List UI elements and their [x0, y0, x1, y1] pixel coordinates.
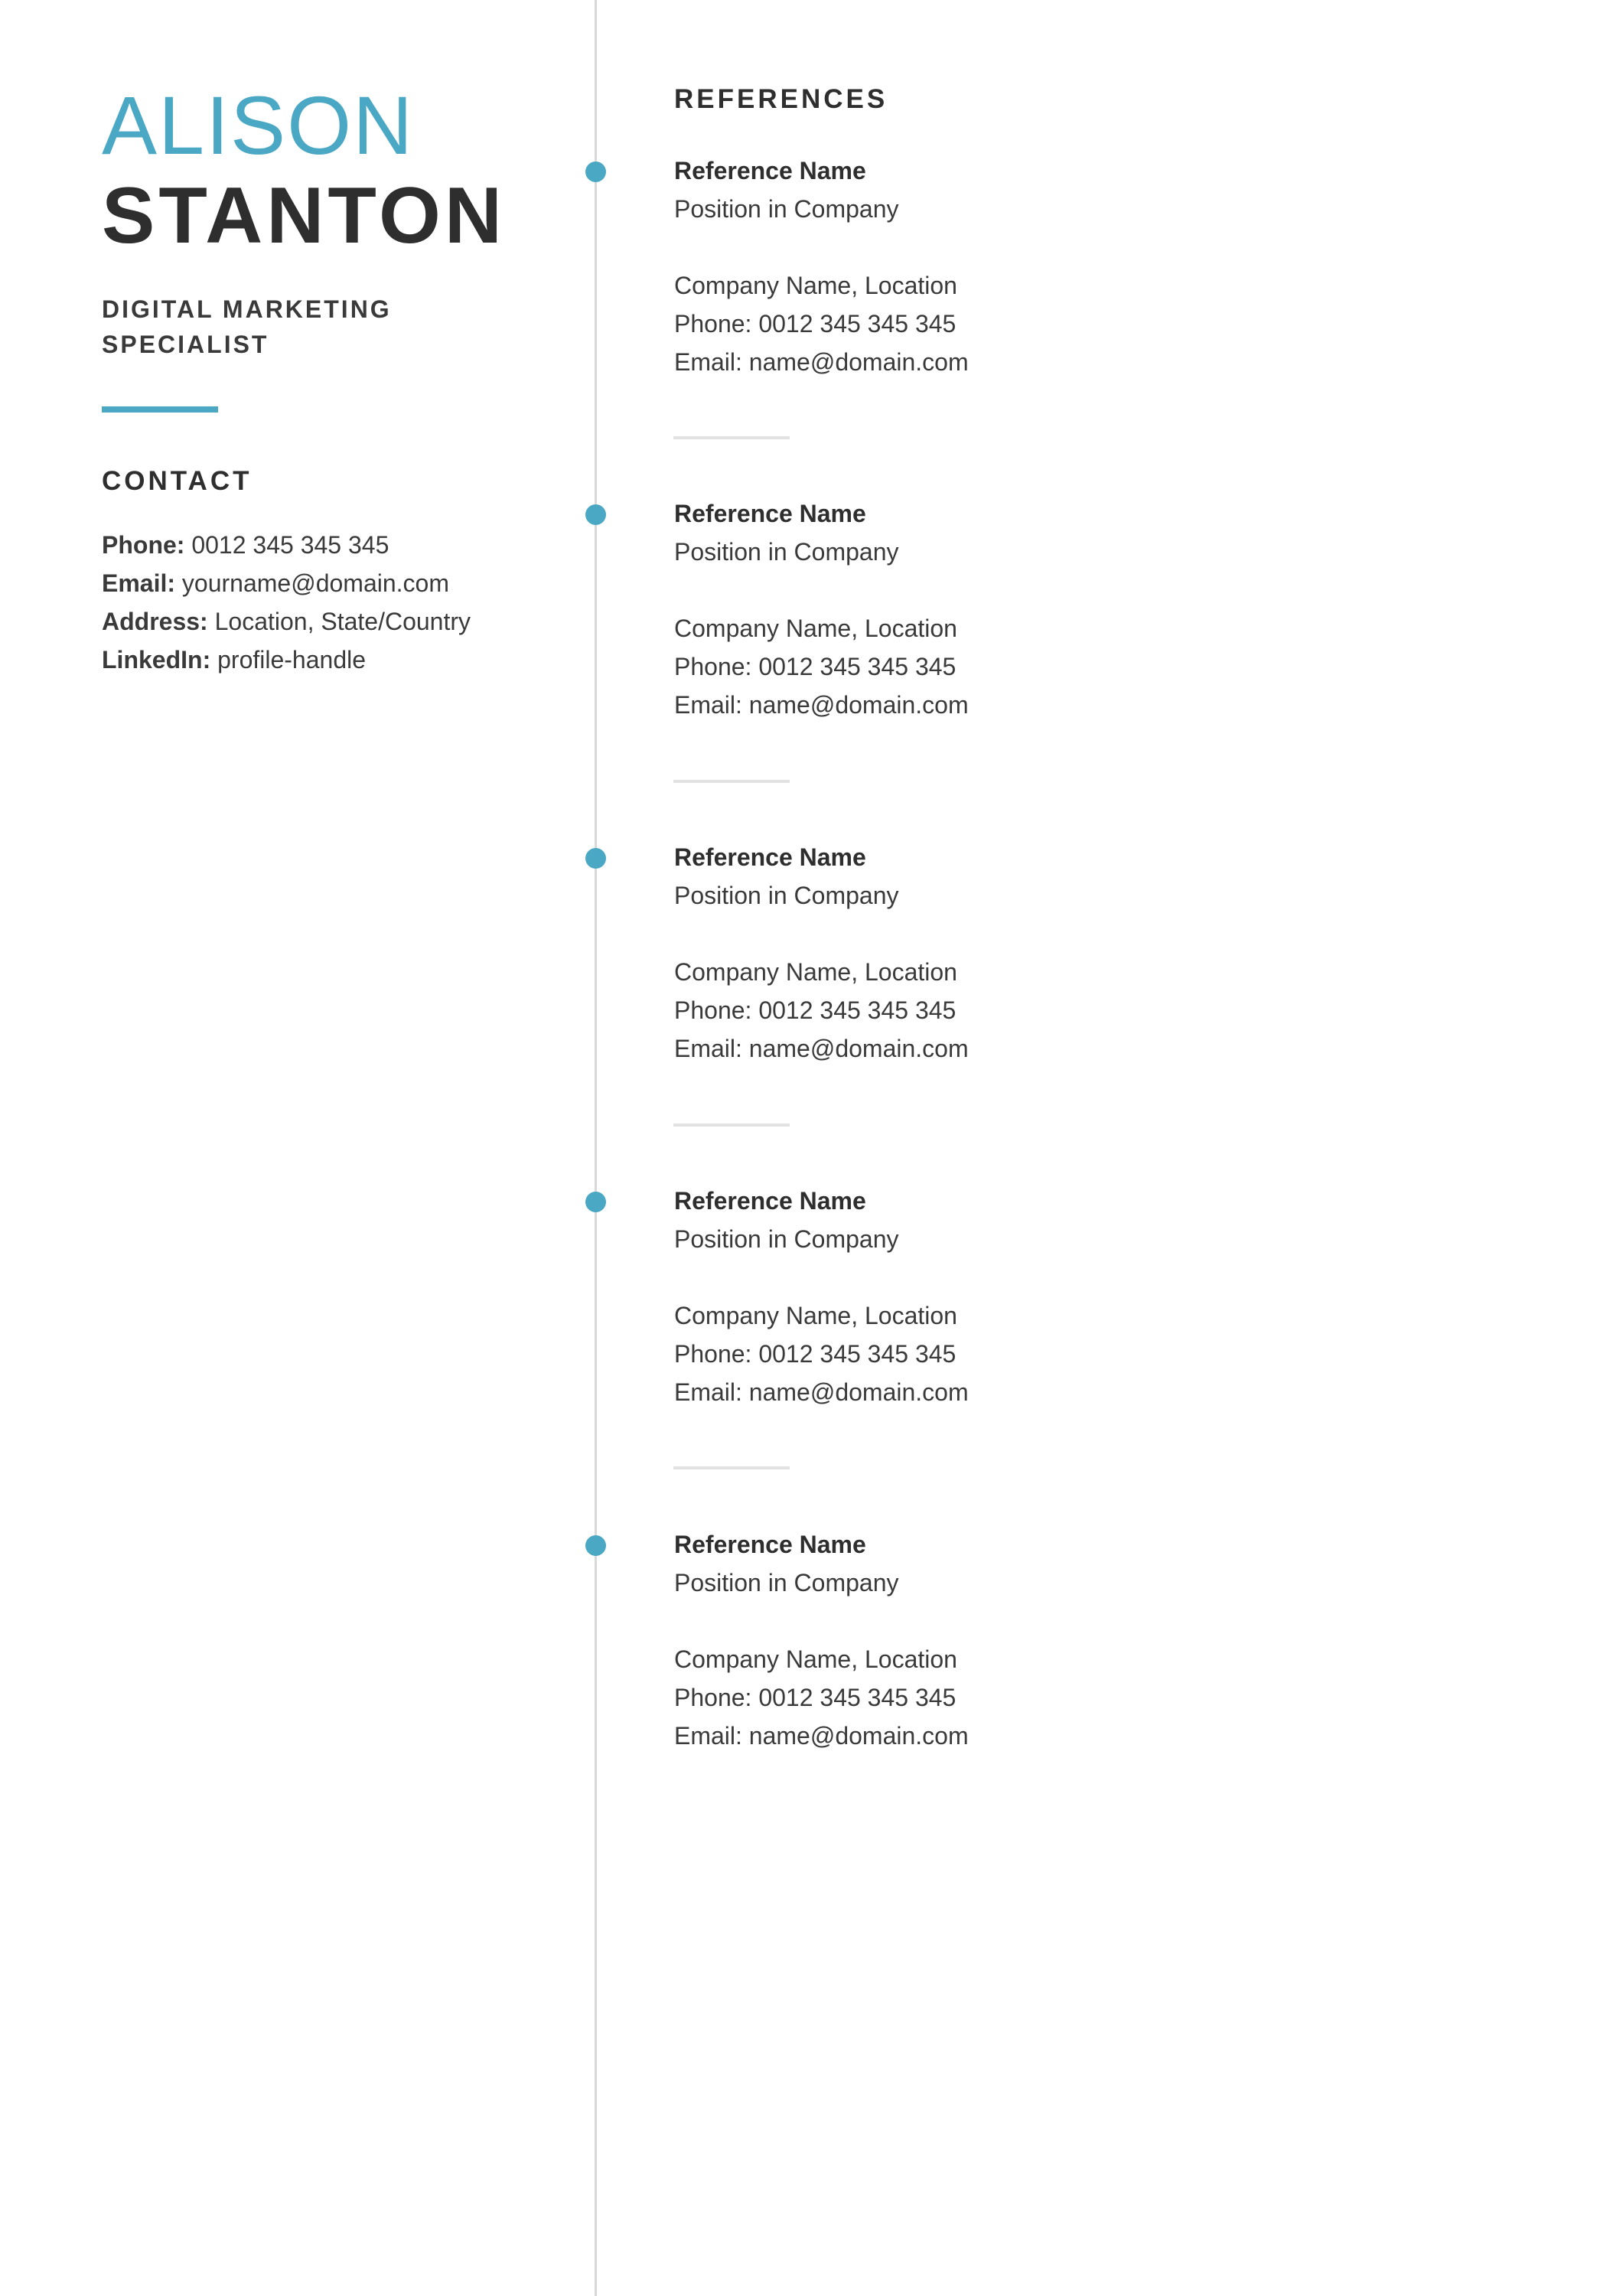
reference-phone: Phone: 0012 345 345 345	[674, 1340, 957, 1368]
reference-separator	[673, 1466, 790, 1469]
contact-linkedin	[102, 641, 561, 679]
job-title-line: DIGITAL MARKETING	[102, 295, 392, 323]
reference-name: Reference Name	[674, 157, 866, 184]
timeline-dot	[585, 848, 606, 869]
reference-entry	[674, 1182, 1516, 1411]
reference-name: Reference Name	[674, 1187, 866, 1215]
right-column	[674, 84, 1516, 115]
job-title	[102, 292, 561, 362]
contact-value: profile-handle	[217, 646, 367, 673]
contact-address	[102, 602, 561, 641]
reference-position: Position in Company	[674, 1569, 899, 1596]
reference-position: Position in Company	[674, 195, 899, 223]
contact-heading: CONTACT	[102, 466, 253, 496]
reference-phone: Phone: 0012 345 345 345	[674, 996, 957, 1024]
reference-company: Company Name, Location	[674, 1302, 957, 1329]
reference-company: Company Name, Location	[674, 1645, 957, 1673]
timeline-dot	[585, 504, 606, 525]
job-title-line: SPECIALIST	[102, 331, 269, 358]
contact-value: yourname@domain.com	[181, 569, 449, 597]
contact-label: Email:	[102, 569, 176, 597]
reference-email: Email: name@domain.com	[674, 1035, 969, 1062]
reference-separator	[673, 780, 790, 783]
references-heading: REFERENCES	[674, 84, 888, 114]
reference-name: Reference Name	[674, 843, 866, 871]
timeline-line	[595, 0, 597, 2296]
reference-email: Email: name@domain.com	[674, 1378, 969, 1406]
timeline-dot	[585, 1192, 606, 1212]
contact-value: 0012 345 345 345	[191, 531, 389, 559]
reference-separator	[673, 1124, 790, 1127]
reference-position: Position in Company	[674, 882, 899, 909]
contact-list	[102, 526, 561, 679]
contact-label: Address:	[102, 608, 208, 635]
reference-company: Company Name, Location	[674, 615, 957, 642]
contact-label: LinkedIn:	[102, 646, 211, 673]
last-name: STANTON	[102, 171, 507, 260]
reference-company: Company Name, Location	[674, 958, 957, 986]
reference-name: Reference Name	[674, 1531, 866, 1558]
reference-phone: Phone: 0012 345 345 345	[674, 310, 957, 338]
contact-label: Phone:	[102, 531, 185, 559]
reference-phone: Phone: 0012 345 345 345	[674, 1684, 957, 1711]
reference-email: Email: name@domain.com	[674, 691, 969, 719]
reference-company: Company Name, Location	[674, 272, 957, 299]
contact-value: Location, State/Country	[214, 608, 471, 635]
timeline-dot	[585, 161, 606, 182]
reference-email: Email: name@domain.com	[674, 348, 969, 376]
timeline-dot	[585, 1535, 606, 1556]
reference-entry	[674, 152, 1516, 381]
reference-entry	[674, 494, 1516, 724]
first-name: ALISON	[102, 79, 415, 171]
contact-phone	[102, 526, 561, 564]
reference-email: Email: name@domain.com	[674, 1722, 969, 1750]
contact-email	[102, 564, 561, 602]
reference-entry	[674, 1525, 1516, 1755]
reference-position: Position in Company	[674, 1225, 899, 1253]
left-column	[102, 80, 561, 679]
reference-phone: Phone: 0012 345 345 345	[674, 653, 957, 680]
reference-position: Position in Company	[674, 538, 899, 566]
reference-entry	[674, 838, 1516, 1068]
accent-bar	[102, 406, 218, 413]
reference-separator	[673, 436, 790, 439]
reference-name: Reference Name	[674, 500, 866, 527]
